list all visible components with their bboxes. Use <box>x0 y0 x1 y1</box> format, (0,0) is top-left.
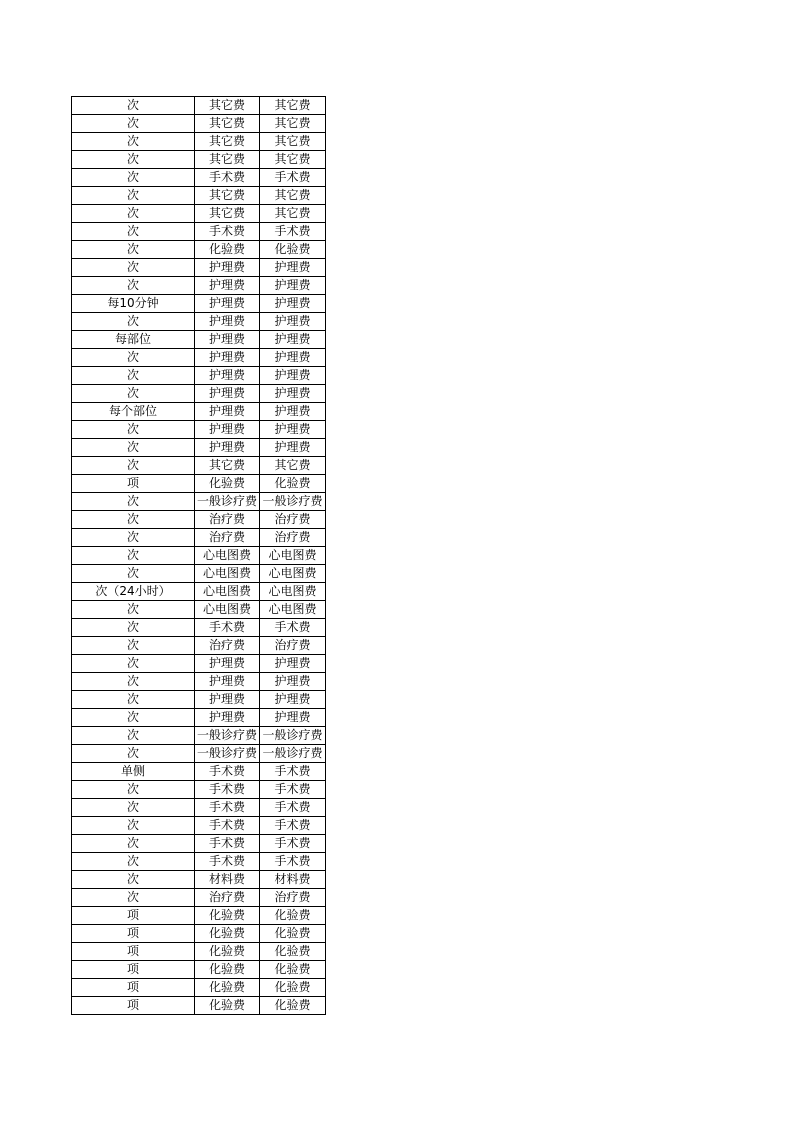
fee-type-cell: 手术费 <box>260 781 326 799</box>
fee-type-cell: 护理费 <box>260 349 326 367</box>
fee-table-body <box>72 97 326 1015</box>
unit-cell: 单侧 <box>72 763 195 781</box>
fee-type-cell: 手术费 <box>260 619 326 637</box>
fee-category-cell: 护理费 <box>195 709 260 727</box>
table-row <box>72 403 326 421</box>
fee-category-cell: 护理费 <box>195 421 260 439</box>
fee-type-cell: 化验费 <box>260 907 326 925</box>
fee-category-cell: 手术费 <box>195 763 260 781</box>
table-row <box>72 205 326 223</box>
unit-cell: 项 <box>72 943 195 961</box>
fee-type-cell: 治疗费 <box>260 889 326 907</box>
table-row <box>72 637 326 655</box>
table-row <box>72 889 326 907</box>
table-row <box>72 799 326 817</box>
table-row <box>72 565 326 583</box>
fee-type-cell: 手术费 <box>260 763 326 781</box>
table-row <box>72 979 326 997</box>
fee-type-cell: 护理费 <box>260 655 326 673</box>
fee-category-cell: 护理费 <box>195 259 260 277</box>
fee-category-cell: 手术费 <box>195 835 260 853</box>
table-row <box>72 277 326 295</box>
table-row <box>72 925 326 943</box>
unit-cell: 次 <box>72 313 195 331</box>
fee-type-cell: 化验费 <box>260 997 326 1015</box>
unit-cell: 次（24小时） <box>72 583 195 601</box>
unit-cell: 次 <box>72 367 195 385</box>
fee-category-cell: 一般诊疗费 <box>195 727 260 745</box>
fee-category-cell: 手术费 <box>195 799 260 817</box>
fee-type-cell: 治疗费 <box>260 511 326 529</box>
fee-category-cell: 化验费 <box>195 475 260 493</box>
table-row <box>72 133 326 151</box>
fee-category-cell: 其它费 <box>195 97 260 115</box>
fee-category-cell: 其它费 <box>195 151 260 169</box>
fee-category-cell: 手术费 <box>195 853 260 871</box>
fee-category-cell: 护理费 <box>195 331 260 349</box>
fee-category-cell: 其它费 <box>195 457 260 475</box>
unit-cell: 次 <box>72 709 195 727</box>
fee-category-cell: 化验费 <box>195 907 260 925</box>
unit-cell: 次 <box>72 655 195 673</box>
fee-type-cell: 其它费 <box>260 115 326 133</box>
table-row <box>72 169 326 187</box>
table-row <box>72 115 326 133</box>
table-row <box>72 673 326 691</box>
fee-type-cell: 心电图费 <box>260 583 326 601</box>
unit-cell: 次 <box>72 835 195 853</box>
fee-category-cell: 护理费 <box>195 439 260 457</box>
unit-cell: 次 <box>72 889 195 907</box>
table-row <box>72 223 326 241</box>
table-row <box>72 187 326 205</box>
unit-cell: 次 <box>72 619 195 637</box>
fee-type-cell: 护理费 <box>260 313 326 331</box>
fee-type-cell: 治疗费 <box>260 637 326 655</box>
unit-cell: 次 <box>72 151 195 169</box>
fee-category-cell: 化验费 <box>195 241 260 259</box>
fee-category-cell: 化验费 <box>195 925 260 943</box>
fee-category-cell: 护理费 <box>195 277 260 295</box>
fee-category-cell: 护理费 <box>195 349 260 367</box>
fee-type-cell: 其它费 <box>260 187 326 205</box>
fee-type-cell: 化验费 <box>260 925 326 943</box>
fee-type-cell: 化验费 <box>260 979 326 997</box>
fee-category-cell: 心电图费 <box>195 565 260 583</box>
unit-cell: 次 <box>72 637 195 655</box>
unit-cell: 每部位 <box>72 331 195 349</box>
fee-category-cell: 其它费 <box>195 187 260 205</box>
unit-cell: 次 <box>72 259 195 277</box>
table-row <box>72 259 326 277</box>
table-row <box>72 853 326 871</box>
fee-type-cell: 护理费 <box>260 403 326 421</box>
unit-cell: 次 <box>72 439 195 457</box>
fee-type-cell: 化验费 <box>260 241 326 259</box>
table-row <box>72 457 326 475</box>
fee-type-cell: 护理费 <box>260 421 326 439</box>
table-row <box>72 385 326 403</box>
fee-type-cell: 手术费 <box>260 169 326 187</box>
fee-table <box>71 96 326 1015</box>
fee-category-cell: 其它费 <box>195 133 260 151</box>
table-row <box>72 709 326 727</box>
table-row <box>72 763 326 781</box>
unit-cell: 次 <box>72 745 195 763</box>
table-row <box>72 367 326 385</box>
unit-cell: 次 <box>72 349 195 367</box>
fee-type-cell: 手术费 <box>260 835 326 853</box>
unit-cell: 次 <box>72 169 195 187</box>
fee-category-cell: 一般诊疗费 <box>195 493 260 511</box>
fee-type-cell: 护理费 <box>260 295 326 313</box>
unit-cell: 每10分钟 <box>72 295 195 313</box>
table-row <box>72 601 326 619</box>
unit-cell: 次 <box>72 853 195 871</box>
unit-cell: 项 <box>72 961 195 979</box>
table-row <box>72 493 326 511</box>
unit-cell: 次 <box>72 385 195 403</box>
unit-cell: 次 <box>72 457 195 475</box>
unit-cell: 次 <box>72 529 195 547</box>
fee-category-cell: 化验费 <box>195 979 260 997</box>
unit-cell: 项 <box>72 979 195 997</box>
table-row <box>72 313 326 331</box>
fee-category-cell: 心电图费 <box>195 601 260 619</box>
fee-category-cell: 治疗费 <box>195 511 260 529</box>
table-row <box>72 529 326 547</box>
table-row <box>72 835 326 853</box>
fee-type-cell: 护理费 <box>260 331 326 349</box>
fee-type-cell: 一般诊疗费 <box>260 493 326 511</box>
fee-category-cell: 护理费 <box>195 295 260 313</box>
fee-type-cell: 一般诊疗费 <box>260 727 326 745</box>
unit-cell: 次 <box>72 547 195 565</box>
unit-cell: 次 <box>72 673 195 691</box>
unit-cell: 次 <box>72 205 195 223</box>
fee-type-cell: 化验费 <box>260 475 326 493</box>
fee-type-cell: 其它费 <box>260 151 326 169</box>
fee-type-cell: 其它费 <box>260 97 326 115</box>
table-row <box>72 691 326 709</box>
unit-cell: 次 <box>72 241 195 259</box>
table-row <box>72 583 326 601</box>
fee-category-cell: 化验费 <box>195 943 260 961</box>
fee-category-cell: 治疗费 <box>195 889 260 907</box>
fee-type-cell: 治疗费 <box>260 529 326 547</box>
table-row <box>72 655 326 673</box>
table-row <box>72 817 326 835</box>
table-row <box>72 997 326 1015</box>
fee-type-cell: 手术费 <box>260 853 326 871</box>
fee-category-cell: 材料费 <box>195 871 260 889</box>
unit-cell: 次 <box>72 277 195 295</box>
unit-cell: 次 <box>72 133 195 151</box>
fee-category-cell: 护理费 <box>195 673 260 691</box>
unit-cell: 项 <box>72 475 195 493</box>
fee-type-cell: 心电图费 <box>260 547 326 565</box>
fee-category-cell: 治疗费 <box>195 637 260 655</box>
fee-category-cell: 护理费 <box>195 385 260 403</box>
fee-type-cell: 手术费 <box>260 817 326 835</box>
fee-type-cell: 手术费 <box>260 223 326 241</box>
fee-category-cell: 治疗费 <box>195 529 260 547</box>
fee-type-cell: 其它费 <box>260 457 326 475</box>
table-row <box>72 745 326 763</box>
table-row <box>72 349 326 367</box>
fee-category-cell: 手术费 <box>195 619 260 637</box>
fee-type-cell: 心电图费 <box>260 565 326 583</box>
fee-category-cell: 护理费 <box>195 313 260 331</box>
unit-cell: 次 <box>72 187 195 205</box>
table-row <box>72 781 326 799</box>
fee-type-cell: 其它费 <box>260 205 326 223</box>
fee-category-cell: 其它费 <box>195 115 260 133</box>
table-row <box>72 151 326 169</box>
table-row <box>72 547 326 565</box>
table-row <box>72 97 326 115</box>
table-row <box>72 475 326 493</box>
unit-cell: 项 <box>72 907 195 925</box>
fee-type-cell: 心电图费 <box>260 601 326 619</box>
table-row <box>72 331 326 349</box>
fee-category-cell: 手术费 <box>195 223 260 241</box>
fee-type-cell: 护理费 <box>260 277 326 295</box>
unit-cell: 次 <box>72 691 195 709</box>
unit-cell: 次 <box>72 565 195 583</box>
unit-cell: 次 <box>72 493 195 511</box>
fee-type-cell: 其它费 <box>260 133 326 151</box>
fee-type-cell: 护理费 <box>260 385 326 403</box>
fee-category-cell: 护理费 <box>195 691 260 709</box>
unit-cell: 次 <box>72 871 195 889</box>
unit-cell: 次 <box>72 511 195 529</box>
unit-cell: 每个部位 <box>72 403 195 421</box>
unit-cell: 次 <box>72 115 195 133</box>
unit-cell: 项 <box>72 925 195 943</box>
table-row <box>72 907 326 925</box>
fee-category-cell: 手术费 <box>195 781 260 799</box>
unit-cell: 次 <box>72 223 195 241</box>
fee-category-cell: 心电图费 <box>195 547 260 565</box>
table-row <box>72 961 326 979</box>
fee-category-cell: 一般诊疗费 <box>195 745 260 763</box>
fee-category-cell: 心电图费 <box>195 583 260 601</box>
table-row <box>72 421 326 439</box>
table-row <box>72 727 326 745</box>
fee-type-cell: 一般诊疗费 <box>260 745 326 763</box>
unit-cell: 次 <box>72 727 195 745</box>
fee-type-cell: 护理费 <box>260 259 326 277</box>
fee-type-cell: 化验费 <box>260 961 326 979</box>
unit-cell: 次 <box>72 799 195 817</box>
table-row <box>72 295 326 313</box>
unit-cell: 次 <box>72 97 195 115</box>
fee-type-cell: 护理费 <box>260 709 326 727</box>
fee-type-cell: 化验费 <box>260 943 326 961</box>
table-row <box>72 871 326 889</box>
table-row <box>72 511 326 529</box>
fee-category-cell: 护理费 <box>195 367 260 385</box>
table-row <box>72 619 326 637</box>
table-row <box>72 943 326 961</box>
table-row <box>72 439 326 457</box>
fee-type-cell: 护理费 <box>260 691 326 709</box>
fee-category-cell: 手术费 <box>195 817 260 835</box>
unit-cell: 次 <box>72 817 195 835</box>
unit-cell: 次 <box>72 421 195 439</box>
fee-category-cell: 护理费 <box>195 655 260 673</box>
unit-cell: 次 <box>72 781 195 799</box>
fee-category-cell: 其它费 <box>195 205 260 223</box>
unit-cell: 次 <box>72 601 195 619</box>
table-row <box>72 241 326 259</box>
fee-category-cell: 护理费 <box>195 403 260 421</box>
fee-type-cell: 材料费 <box>260 871 326 889</box>
fee-category-cell: 手术费 <box>195 169 260 187</box>
unit-cell: 项 <box>72 997 195 1015</box>
fee-type-cell: 护理费 <box>260 439 326 457</box>
fee-type-cell: 护理费 <box>260 673 326 691</box>
fee-category-cell: 化验费 <box>195 961 260 979</box>
fee-category-cell: 化验费 <box>195 997 260 1015</box>
fee-type-cell: 护理费 <box>260 367 326 385</box>
fee-type-cell: 手术费 <box>260 799 326 817</box>
